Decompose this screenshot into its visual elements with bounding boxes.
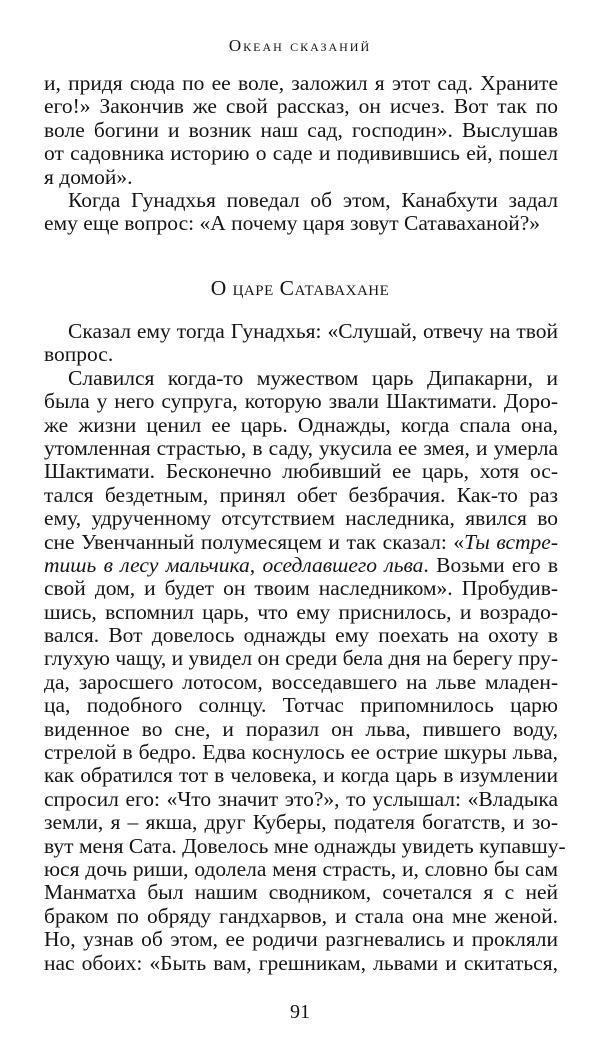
section-title: О царе Сатавахане xyxy=(210,276,390,300)
text-line: браком по обряду гандхарвов, и стала она мне женой. xyxy=(44,903,558,928)
text-line: от садовника историю о саде и подивившись ей, пошел xyxy=(44,141,558,166)
italic-phrase: тишь в лесу мальчика, оседлавшего льва xyxy=(44,552,424,577)
text-line: Когда Гунадхья поведал об этом, Канабхути задал xyxy=(68,187,558,212)
text-line: его!» Закончив же свой рассказ, он исчез. Вот так по xyxy=(44,94,558,119)
text-line: тишь в лесу мальчика, оседлавшего льва. Возьми его в xyxy=(44,552,558,577)
text-line: утомленная страстью, в саду, укусила ее змея, и умерла xyxy=(44,435,558,460)
main-text-block xyxy=(44,319,566,975)
text-line: стрелой в бедро. Едва коснулось ее острие шкуры льва, xyxy=(44,740,558,765)
top-text-block xyxy=(44,72,558,236)
text-line: вался. Вот довелось однажды ему поехать на охоту в xyxy=(44,623,558,648)
italic-phrase: Ты встре- xyxy=(464,529,558,554)
text-line: ца, подобного солнцу. Тотчас припомнилось царю xyxy=(44,693,558,718)
text-line: тался бездетным, принял обет безбрачия. Как-то раз xyxy=(44,482,558,507)
text-line: шись, вспомнил царь, что ему приснилось, и возрадо- xyxy=(44,599,558,624)
text-line: сне Увенчанный полумесяцем и так сказал: «Ты встре- xyxy=(44,529,558,554)
text-line: земли, я – якша, друг Куберы, подателя богатств, и зо- xyxy=(44,810,558,835)
text-line: и, придя сюда по ее воле, заложил я этот сад. Храните xyxy=(44,71,558,95)
text-line: глухую чащу, и увидел он среди бела дня на берегу пру- xyxy=(44,646,558,671)
text-line: нас обоих: «Быть вам, грешникам, львами и скитаться, xyxy=(44,950,558,975)
text-line: да, заросшего лотосом, восседавшего на льве младен- xyxy=(44,669,558,694)
text-line: вопрос. xyxy=(44,342,114,367)
text-line: же жизни ценил ее царь. Однажды, когда спала она, xyxy=(44,412,558,437)
running-head: Океан сказаний xyxy=(228,36,372,55)
text-line: вут меня Сата. Довелось мне однажды увидеть купавшу- xyxy=(44,833,566,858)
text-line: Но, узнав об этом, ее родичи разгневались и прокляли xyxy=(44,927,558,952)
text-line: Манматха был нашим сводником, сочетался я с ней xyxy=(44,880,558,905)
text-line: Славился когда-то мужеством царь Дипакарни, и xyxy=(68,365,558,390)
text-line: ему, удрученному отсутствием наследника, явился во xyxy=(44,506,558,531)
page-number: 91 xyxy=(290,1001,310,1023)
text-line: воле богини и возник наш сад, господин». Выслушав xyxy=(44,117,558,142)
text-line: я домой». xyxy=(44,164,133,189)
text-line: спросил его: «Что значит это?», то услышал: «Владыка xyxy=(44,786,558,811)
text-line: как обратился тот в человека, и когда царь в изумлении xyxy=(44,763,558,788)
text-line: ему еще вопрос: «А почему царя зовут Сатаваханой?» xyxy=(44,211,541,236)
text-line: юся дочь риши, одолела меня страсть, и, словно бы сам xyxy=(44,856,558,881)
text-line: была у него супруга, которую звали Шактимати. Доро- xyxy=(44,389,558,414)
text-line: Сказал ему тогда Гунадхья: «Слушай, отвечу на твой xyxy=(68,319,558,343)
text-line: Шактимати. Бесконечно любивший ее царь, хотя ос- xyxy=(44,459,558,484)
text-line: виденное во сне, и поразил он льва, пившего воду, xyxy=(44,716,558,741)
text-line: свой дом, и будет он твоим наследником». Пробудив- xyxy=(44,576,558,601)
